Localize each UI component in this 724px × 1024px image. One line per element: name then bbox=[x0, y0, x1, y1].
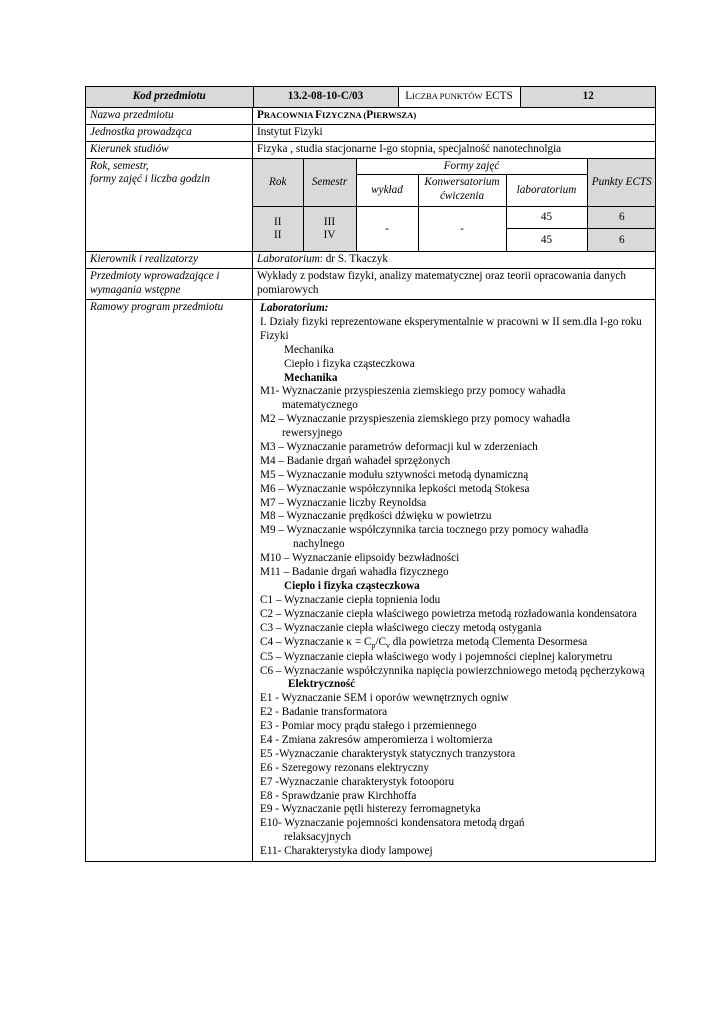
name-value: PRACOWNIA FIZYCZNA (PIERWSZA) bbox=[253, 107, 656, 124]
unit-label: Jednostka prowadząca bbox=[86, 124, 253, 141]
direction-label: Kierunek studiów bbox=[86, 141, 253, 158]
list-item: C4 – Wyznaczanie $\kappa = C_p/C_v$ dla powietrza metodą Clementa Desormesa bbox=[260, 635, 588, 650]
list-item: M10 – Wyznaczanie elipsoidy bezwładności bbox=[260, 552, 460, 565]
program-content bbox=[253, 300, 656, 862]
manager-value: Laboratorium: dr S. Tkaczyk bbox=[253, 252, 656, 269]
konw-value: - bbox=[418, 207, 506, 252]
lab-values: 45 45 bbox=[506, 207, 587, 252]
list-item: M3 – Wyznaczanie parametrów deformacji kul w zderzeniach bbox=[260, 441, 538, 454]
list-item: C5 – Wyznaczanie ciepła właściwego wody i pojemności cieplnej kalorymetru bbox=[260, 650, 613, 663]
list-item: matematycznego bbox=[282, 399, 358, 412]
course-table bbox=[85, 86, 656, 862]
prereq-value: Wykłady z podstaw fizyki, analizy matematycznej oraz teorii opracowania danych pomiarowych bbox=[253, 269, 656, 300]
list-item: relaksacyjnych bbox=[284, 831, 352, 844]
list-item: rewersyjnego bbox=[282, 427, 343, 440]
ects-label: LICZBA PUNKTÓW ECTS bbox=[398, 87, 520, 107]
list-item: M9 – Wyznaczanie współczynnika tarcia tocznego przy pomocy wahadła bbox=[260, 524, 589, 537]
forms-table bbox=[253, 159, 656, 252]
header-row bbox=[86, 87, 656, 108]
wyklad-header: wykład bbox=[356, 175, 418, 207]
direction-value: Fizyka , studia stacjonarne I-go stopnia, specjalność nanotechnolgia bbox=[253, 141, 656, 158]
lab-header: laboratorium bbox=[506, 175, 587, 207]
year-label: Rok, semestr, formy zajęć i liczba godzin bbox=[86, 158, 253, 252]
list-item: M1- Wyznaczanie przyspieszenia ziemskiego przy pomocy wahadła bbox=[260, 385, 566, 398]
prereq-label: Przedmioty wprowadzające i wymagania wstępne bbox=[86, 269, 253, 300]
direction-row bbox=[86, 141, 656, 158]
course-sheet bbox=[85, 86, 655, 862]
code-label: Kod przedmiotu bbox=[86, 87, 253, 107]
section-cieplo: Ciepło i fizyka cząsteczkowa bbox=[284, 357, 415, 370]
name-row bbox=[86, 107, 656, 124]
list-item: M2 – Wyznaczanie przyspieszenia ziemskiego przy pomocy wahadła bbox=[260, 413, 571, 426]
list-item: C1 – Wyznaczanie ciepła topnienia lodu bbox=[260, 593, 441, 606]
ects-value: 12 bbox=[520, 87, 656, 107]
list-item: M4 – Badanie drgań wahadeł sprzężonych bbox=[260, 454, 451, 467]
list-item: M7 – Wyznaczanie liczby Reynoldsa bbox=[260, 496, 427, 509]
list-item: E4 - Zmiana zakresów amperomierza i woltomierza bbox=[260, 733, 493, 746]
rok-header: Rok bbox=[253, 159, 303, 207]
program-intro: I. Działy fizyki reprezentowane eksperymentalnie w pracowni w II sem.dla I-go roku Fizyki bbox=[260, 316, 642, 342]
wyklad-value: - bbox=[356, 207, 418, 252]
sem-values: III IV bbox=[303, 207, 356, 252]
manager-row bbox=[86, 252, 656, 269]
section-mechanika: Mechanika bbox=[284, 343, 334, 356]
list-item: E5 -Wyznaczanie charakterystyk statycznych tranzystora bbox=[260, 747, 516, 760]
list-item: nachylnego bbox=[293, 538, 345, 551]
unit-row bbox=[86, 124, 656, 141]
semestr-header: Semestr bbox=[303, 159, 356, 207]
program-row bbox=[86, 300, 656, 862]
list-item: E3 - Pomiar mocy prądu stałego i przemiennego bbox=[260, 720, 477, 733]
program-heading: Laboratorium: bbox=[260, 302, 329, 315]
list-item: M5 – Wyznaczanie modułu sztywności metodą dynamiczną bbox=[260, 468, 529, 481]
manager-label: Kierownik i realizatorzy bbox=[86, 252, 253, 269]
ects-values: 6 6 bbox=[587, 207, 656, 252]
elec-heading: Elektryczność bbox=[288, 678, 356, 691]
list-item: E6 - Szeregowy rezonans elektryczny bbox=[260, 761, 429, 774]
mech-heading: Mechanika bbox=[284, 371, 338, 384]
list-item: E2 - Badanie transformatora bbox=[260, 706, 388, 719]
list-item: C6 – Wyznaczanie współczynnika napięcia powierzchniowego metodą pęcherzykową bbox=[260, 664, 645, 677]
program-label: Ramowy program przedmiotu bbox=[86, 300, 253, 862]
list-item: C2 – Wyznaczanie ciepła właściwego powietrza metodą rozładowania kondensatora bbox=[260, 607, 637, 620]
unit-value: Instytut Fizyki bbox=[253, 124, 656, 141]
list-item: M11 – Badanie drgań wahadła fizycznego bbox=[260, 566, 449, 579]
list-item: M8 – Wyznaczanie prędkości dźwięku w powietrzu bbox=[260, 510, 492, 523]
rok-values: II II bbox=[253, 207, 303, 252]
list-item: E10- Wyznaczanie pojemności kondensatora metodą drgań bbox=[260, 817, 525, 830]
forms-row bbox=[86, 158, 656, 252]
prereq-row bbox=[86, 269, 656, 300]
list-item: E11- Charakterystyka diody lampowej bbox=[260, 845, 433, 858]
formy-header: Formy zajęć bbox=[356, 159, 587, 175]
list-item: M6 – Wyznaczanie współczynnika lepkości metodą Stokesa bbox=[260, 482, 530, 495]
punkty-header: Punkty ECTS bbox=[587, 159, 656, 207]
name-label: Nazwa przedmiotu bbox=[86, 107, 253, 124]
list-item: E7 -Wyznaczanie charakterystyk fotooporu bbox=[260, 775, 455, 788]
heat-heading: Ciepło i fizyka cząsteczkowa bbox=[284, 579, 420, 592]
list-item: E8 - Sprawdzanie praw Kirchhoffa bbox=[260, 789, 417, 802]
konw-header: Konwersatorium ćwiczenia bbox=[418, 175, 506, 207]
code-value: 13.2-08-10-C/03 bbox=[253, 87, 398, 107]
list-item: C3 – Wyznaczanie ciepła właściwego cieczy metodą ostygania bbox=[260, 621, 542, 634]
list-item: E1 - Wyznaczanie SEM i oporów wewnętrznych ogniw bbox=[260, 692, 509, 705]
list-item: E9 - Wyznaczanie pętli histerezy ferromagnetyka bbox=[260, 803, 481, 816]
